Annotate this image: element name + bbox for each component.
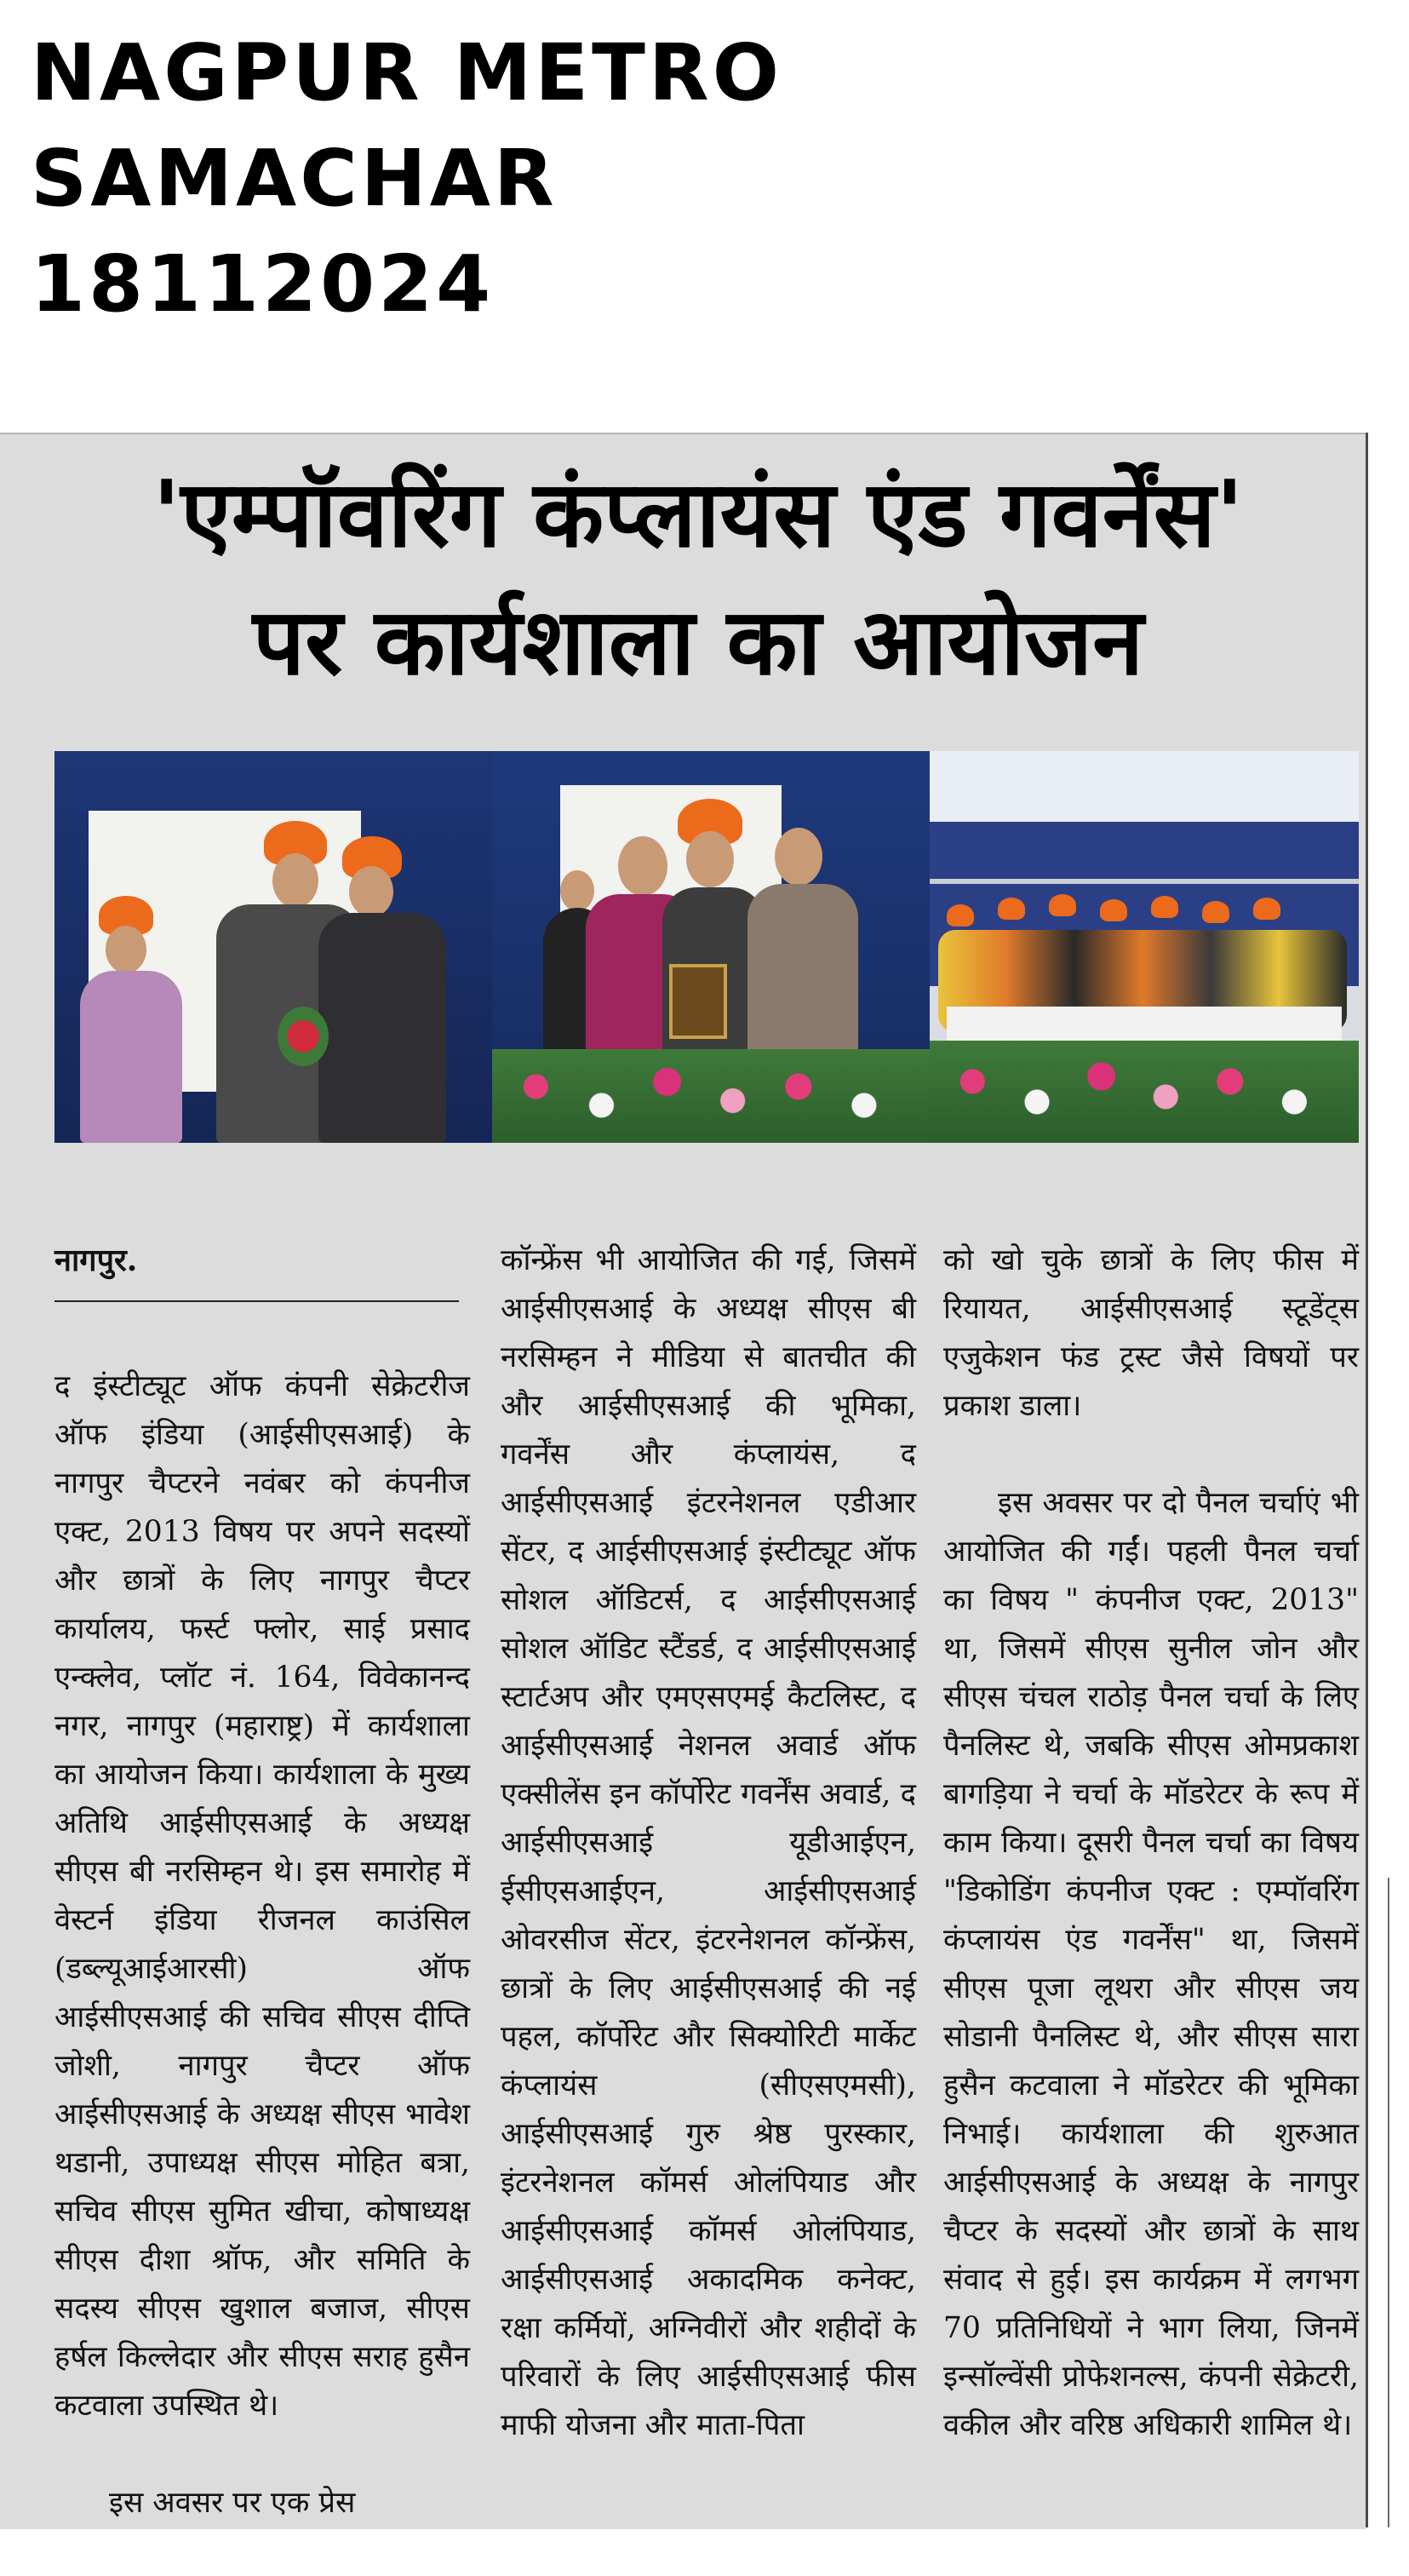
article-column-1 bbox=[54, 1188, 470, 2576]
article-dateline: नागपुर. bbox=[54, 1236, 459, 1302]
article-column-3 bbox=[943, 1188, 1359, 2499]
column-1-paragraph-1: द इंस्टीट्यूट ऑफ कंपनी सेक्रेटरीज ऑफ इंडिया (आईसीएसआई) के नागपुर चैप्टरने नवंबर को कंपनीज एक्ट, 2013 विषय पर अपने सदस्यों और छात्रों के लिए नागपुर चैप्टर कार्यालय, फर्स्ट फ्लोर, साई प्रसाद एन्क्लेव, प्लॉट नं. 164, विवेकानन्द नगर, नागपुर (महाराष्ट्र) में कार्यशाला का आयोजन किया। कार्यशाला के मुख्य अतिथि आईसीएसआई के अध्यक्ष सीएस बी नरसिम्हन थे। इस समारोह में वेस्टर्न इंडिया रीजनल काउंसिल (डब्ल्यूआईआरसी) ऑफ आईसीएसआई की सचिव सीएस दीप्ति जोशी, नागपुर चैप्टर ऑफ आईसीएसआई के अध्यक्ष सीएस भावेश थडानी, उपाध्यक्ष सीएस मोहित बत्रा, सचिव सीएस सुमित खीचा, कोषाध्यक्ष सीएस दीशा श्रॉफ, और समिति के सदस्य सीएस खुशाल बजाज, सीएस हर्षल किल्लेदार और सीएस सराह हुसैन कटवाला उपस्थित थे। bbox=[54, 1369, 470, 2423]
column-2-paragraph: कॉन्फ्रेंस भी आयोजित की गई, जिसमें आईसीएसआई के अध्यक्ष सीएस बी नरसिम्हन ने मीडिया से बातचीत की और आईसीएसआई की भूमिका, गवर्नेंस और कंप्लायंस, द आईसीएसआई इंटरनेशनल एडीआर सेंटर, द आईसीएसआई इंस्टीट्यूट ऑफ सोशल ऑडिटर्स, द आईसीएसआई सोशल ऑडिट स्टैंडर्ड, द आईसीएसआई स्टार्टअप और एमएसएमई कैटलिस्ट, द आईसीएसआई नेशनल अवार्ड ऑफ एक्सीलेंस इन कॉर्पोरेट गवर्नेंस अवार्ड, द आईसीएसआई यूडीआईएन, ईसीएसआईएन, आईसीएसआई ओवरसीज सेंटर, इंटरनेशनल कॉन्फ्रेंस, छात्रों के लिए आईसीएसआई की नई पहल, कॉर्पोरेट और सिक्योरिटी मार्केट कंप्लायंस (सीएसएमसी), आईसीएसआई गुरु श्रेष्ठ पुरस्कार, इंटरनेशनल कॉमर्स ओलंपियाड और आईसीएसआई कॉमर्स ओलंपियाड, आईसीएसआई अकादमिक कनेक्ट, रक्षा कर्मियों, अग्निवीरों और शहीदों के परिवारों के लिए आईसीएसआई फीस माफी योजना और माता-पिता bbox=[501, 1243, 916, 2442]
article-column-2 bbox=[501, 1188, 916, 2499]
column-3-paragraph-1: को खो चुके छात्रों के लिए फीस में रियायत, आईसीएसआई स्टूडेंट्स एजुकेशन फंड ट्रस्ट जैसे विषयों पर प्रकाश डाला। bbox=[943, 1243, 1359, 1423]
article-headline bbox=[34, 451, 1362, 707]
headline-line1: 'एम्पॉवरिंग कंप्लायंस एंड गवर्नेंस' bbox=[152, 462, 1244, 568]
masthead-title-line1: NAGPUR METRO bbox=[31, 27, 782, 118]
column-1-paragraph-2: इस अवसर पर एक प्रेस bbox=[109, 2486, 356, 2520]
column-3-paragraph-2: इस अवसर पर दो पैनल चर्चाएं भी आयोजित की गईं। पहली पैनल चर्चा का विषय " कंपनीज एक्ट, 2013" था, जिसमें सीएस सुनील जोन और सीएस चंचल राठोड़ पैनल चर्चा के लिए पैनलिस्ट थे, जबकि सीएस ओमप्रकाश बागड़िया ने चर्चा के मॉडरेटर के रूप में काम किया। दूसरी पैनल चर्चा का विषय "डिकोडिंग कंपनीज एक्ट : एम्पॉवरिंग कंप्लायंस एंड गवर्नेंस" था, जिसमें सीएस पूजा लूथरा और सीएस जय सोडानी पैनलिस्ट थे, और सीएस सारा हुसैन कटवाला ने मॉडरेटर की भूमिका निभाई। कार्यशाला की शुरुआत आईसीएसआई के अध्यक्ष के नागपुर चैप्टर के सदस्यों और छात्रों के साथ संवाद से हुई। इस कार्यक्रम में लगभग 70 प्रतिनिधियों ने भाग लिया, जिनमें इन्सॉल्वेंसी प्रोफेशनल्स, कंपनी सेक्रेटरी, वकील और वरिष्ठ अधिकारी शामिल थे। bbox=[943, 1486, 1359, 2442]
event-photo-group bbox=[930, 751, 1359, 1143]
event-photo-bouquet bbox=[54, 751, 492, 1143]
clipping-edge-secondary bbox=[1388, 1878, 1389, 2527]
event-photo-strip bbox=[54, 751, 1359, 1143]
masthead-date: 18112024 bbox=[31, 238, 495, 330]
masthead bbox=[31, 20, 967, 337]
masthead-title-line2: SAMACHAR bbox=[31, 133, 558, 224]
clipping-edge bbox=[1366, 433, 1368, 2527]
headline-line2: पर कार्यशाला का आयोजन bbox=[252, 589, 1144, 696]
article-body bbox=[54, 1188, 1359, 2520]
event-photo-memento bbox=[492, 751, 930, 1143]
